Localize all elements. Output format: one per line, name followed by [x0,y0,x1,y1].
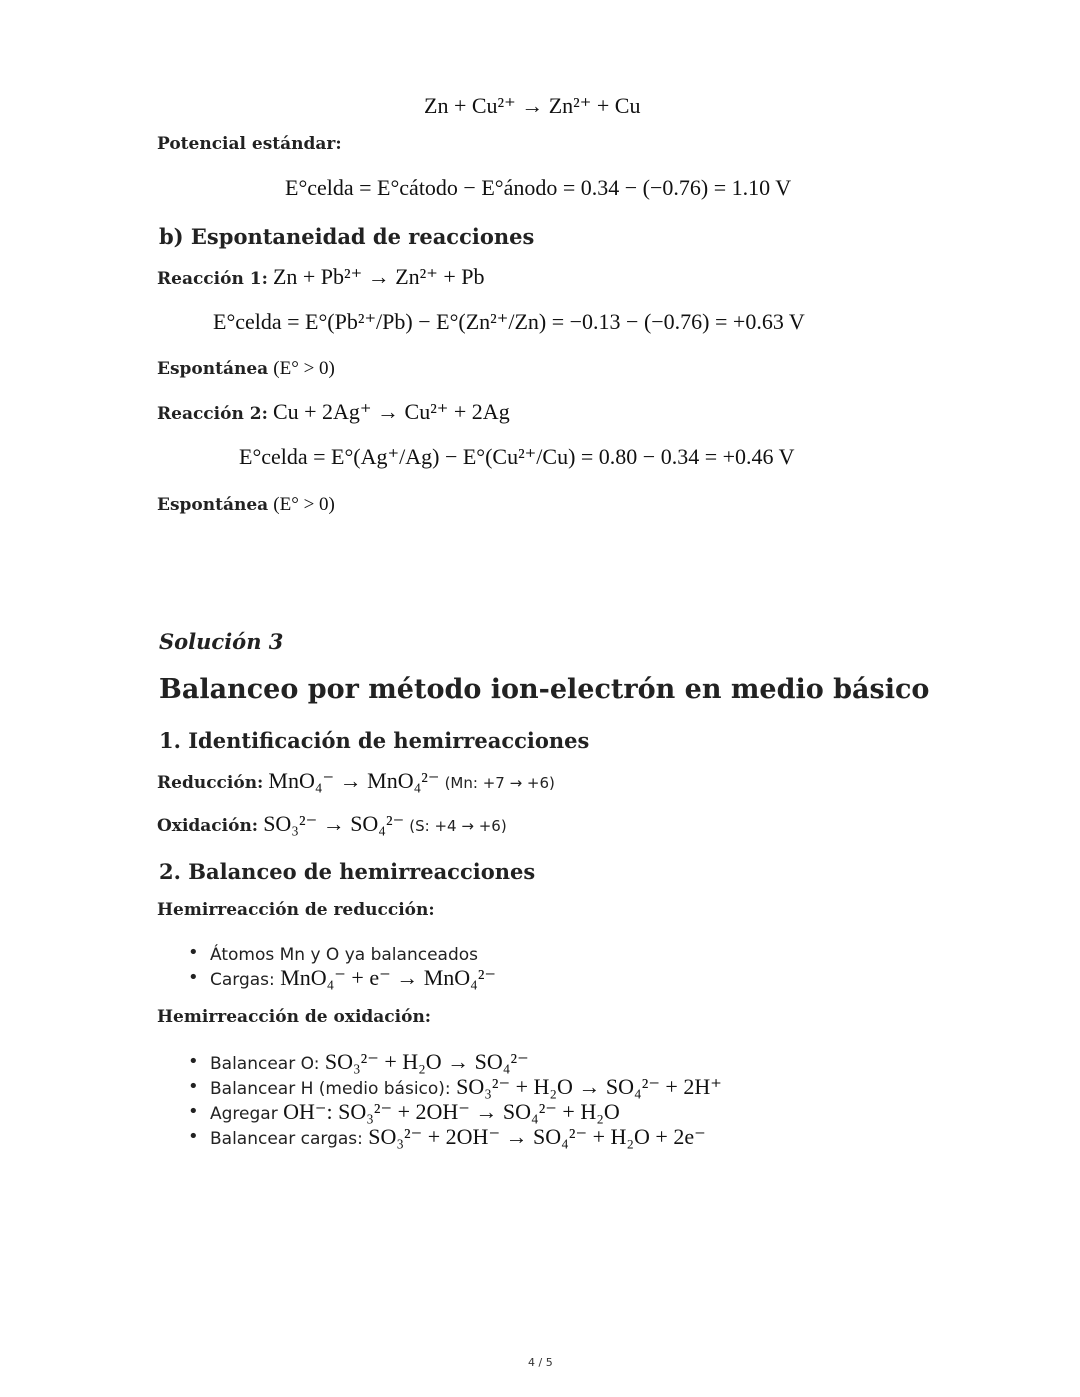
reaction-2-verdict-label: Espontánea [157,495,269,515]
list-item [188,940,496,965]
reduction-steps-list [188,940,496,990]
reduction-label: Reducción: [157,773,264,793]
oxidation-line [157,811,507,837]
list-item [188,1099,722,1124]
reduction-line [157,768,555,794]
reaction-1-calculation: E°celda = E°(Pb²⁺/Pb) − E°(Zn²⁺/Zn) = −0.13 − (−0.76) = +0.63 V [213,309,805,334]
list-item-text: Balancear O: [210,1054,325,1074]
reaction-1-verdict-condition: (E° > 0) [273,358,335,379]
reduction-half-reaction-label: Hemirreacción de reducción: [157,900,435,920]
list-item-math: SO₃²⁻ + H₂O → SO₄²⁻ [324,1049,529,1074]
reaction-1-verdict-label: Espontánea [157,359,269,379]
reduction-oxidation-state-note: (Mn: +7 → +6) [444,774,555,792]
oxidation-label: Oxidación: [157,816,259,836]
list-item-text: Agregar [210,1104,284,1124]
list-item-math: SO₃²⁻ + H₂O → SO₄²⁻ + 2H⁺ [456,1074,722,1099]
standard-potential-label: Potencial estándar: [157,134,342,154]
standard-potential-equation: E°celda = E°cátodo − E°ánodo = 0.34 − (−0.76) = 1.10 V [285,175,792,200]
reaction-2-verdict-condition: (E° > 0) [273,494,335,515]
oxidation-steps-list [188,1049,722,1149]
list-item-text: Cargas: [210,970,281,990]
bullet-icon: • [188,1126,199,1147]
reduction-equation: MnO₄⁻ → MnO₄²⁻ [268,768,440,793]
list-item [188,1124,722,1149]
page-number: 4 / 5 [528,1356,553,1369]
list-item-text: Balancear H (medio básico): [210,1079,457,1099]
main-reaction-equation: Zn + Cu²⁺ → Zn²⁺ + Cu [424,93,641,118]
list-item [188,1074,722,1099]
list-item-text: Balancear cargas: [210,1129,369,1149]
reaction-1-verdict [157,358,335,380]
bullet-icon: • [188,967,199,988]
list-item-math: SO₃²⁻ + 2OH⁻ → SO₄²⁻ + H₂O + 2e⁻ [368,1124,706,1149]
reaction-2-label: Reacción 2: [157,404,268,424]
solution-3-title: Balanceo por método ion-electrón en medio básico [159,674,930,705]
list-item-math: OH⁻: SO₃²⁻ + 2OH⁻ → SO₄²⁻ + H₂O [283,1099,620,1124]
reaction-2-calculation: E°celda = E°(Ag⁺/Ag) − E°(Cu²⁺/Cu) = 0.80 − 0.34 = +0.46 V [239,444,795,469]
list-item-math: MnO₄⁻ + e⁻ → MnO₄²⁻ [280,965,497,990]
list-item [188,1049,722,1074]
list-item-text: Átomos Mn y O ya balanceados [210,945,478,965]
reaction-1-line [157,264,485,290]
reaction-2-verdict [157,494,335,516]
bullet-icon: • [188,1076,199,1097]
oxidation-half-reaction-label: Hemirreacción de oxidación: [157,1007,432,1027]
solution-3-label: Solución 3 [159,629,284,654]
oxidation-equation: SO₃²⁻ → SO₄²⁻ [263,811,405,836]
section-1-heading: 1. Identificación de hemirreacciones [159,728,590,753]
reaction-2-equation: Cu + 2Ag⁺ → Cu²⁺ + 2Ag [272,399,510,424]
reaction-1-equation: Zn + Pb²⁺ → Zn²⁺ + Pb [272,264,485,289]
reaction-2-line [157,399,510,425]
oxidation-state-note: (S: +4 → +6) [409,817,507,835]
part-b-heading: b) Espontaneidad de reacciones [159,224,535,249]
reaction-1-label: Reacción 1: [157,269,268,289]
section-2-heading: 2. Balanceo de hemirreacciones [159,859,536,884]
bullet-icon: • [188,1101,199,1122]
list-item [188,965,496,990]
bullet-icon: • [188,942,199,963]
bullet-icon: • [188,1051,199,1072]
